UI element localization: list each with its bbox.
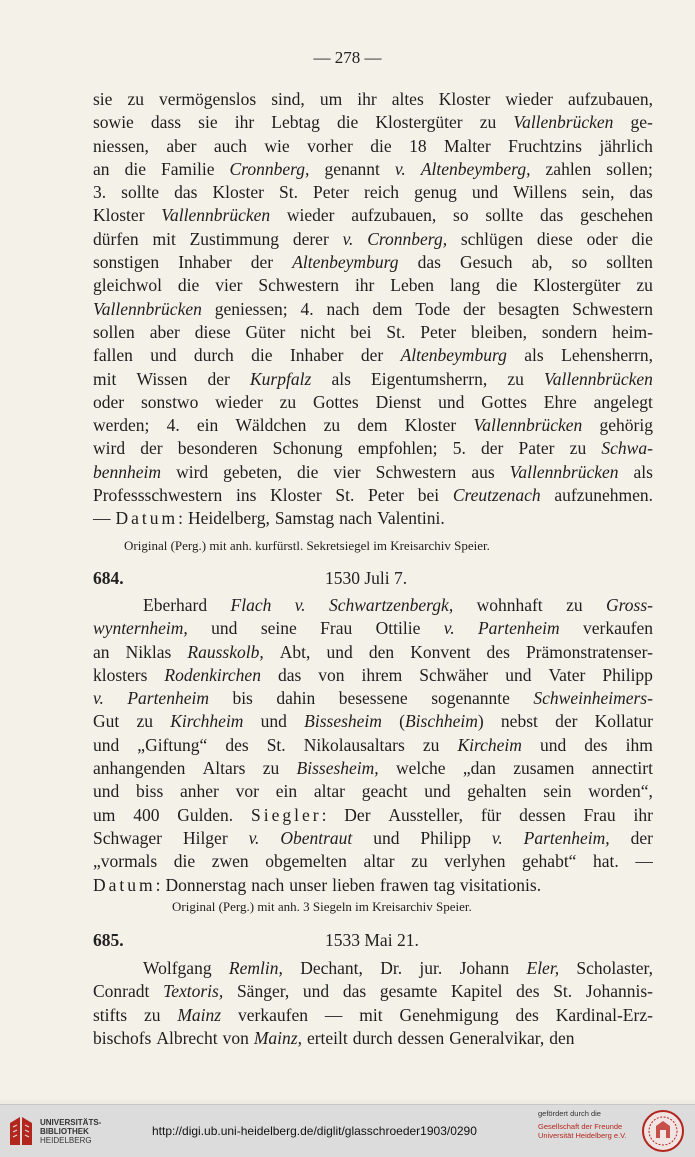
text-line: v. Partenheim bis dahin besessene sogenannte Schweinheimers- [93, 688, 653, 709]
source-note-684: Original (Perg.) mit anh. 3 Siegeln im Kreisarchiv Speier. [172, 899, 472, 914]
text-line: und „Giftung“ des St. Nikolausaltars zu Kircheim und des ihm [93, 734, 653, 755]
text-line: wird der besonderen Schonung empfohlen; 5. der Pater zu Schwa- [93, 438, 653, 459]
footer-bar [0, 1104, 695, 1157]
text-line: sonstigen Inhaber der Altenbeymburg das Gesuch ab, so sollten [93, 252, 653, 273]
society-name: Gesellschaft der Freunde Universität Heidelberg e.V. [538, 1122, 627, 1140]
text-line: Eberhard Flach v. Schwartzenbergk, wohnhaft zu Gross- [143, 595, 653, 615]
university-library-logo-icon [8, 1115, 34, 1147]
text-line: um 400 Gulden. Siegler: Der Aussteller, für dessen Frau ihr [93, 804, 653, 825]
text-line: gleichwol die vier Schwestern ihr Leben lang die Klostergüter zu [93, 275, 653, 296]
text-line: sollen aber diese Güter nicht bei St. Peter bleiben, sondern heim- [93, 321, 653, 342]
text-line: Schwager Hilger v. Obentraut und Philipp v. Partenheim, der [93, 827, 653, 848]
society-seal-icon [641, 1108, 685, 1154]
text-line: werden; 4. ein Wäldchen zu dem Kloster Vallennbrücken gehörig [93, 415, 653, 436]
document-number: 684. [93, 568, 124, 588]
text-line: oder sonstwo wieder zu Gottes Dienst und Gottes Ehre angelegt [93, 391, 653, 412]
document-685-text [93, 957, 653, 1050]
text-line: „vormals die zwen obgemelten altar zu verlyhen gehabt“ hat. — [93, 851, 653, 872]
text-line: an Niklas Rausskolb, Abt, und den Konvent des Prämonstratenser- [93, 641, 653, 662]
text-line: Gut zu Kirchheim und Bissesheim (Bischheim) nebst der Kollatur [93, 711, 653, 732]
text-line: niessen, aber auch wie vorher die 18 Malter Fruchtzins jährlich [93, 135, 653, 156]
text-line: an die Familie Cronnberg, genannt v. Altenbeymberg, zahlen sollen; [93, 158, 653, 179]
permalink-url[interactable]: http://digi.ub.uni-heidelberg.de/diglit/glasschroeder1903/0290 [152, 1124, 477, 1138]
text-line: Datum: Donnerstag nach unser lieben frawen tag visitationis. [93, 874, 542, 895]
text-line: 3. sollte das Kloster St. Peter reich genug und Willens sein, das [93, 182, 653, 203]
document-date: 1533 Mai 21. [325, 930, 419, 950]
text-line: mit Wissen der Kurpfalz als Eigentumsherrn, zu Vallennbrücken [93, 368, 653, 389]
text-line: Conradt Textoris, Sänger, und das gesamte Kapitel des St. Johannis- [93, 981, 653, 1002]
text-line: Wolfgang Remlin, Dechant, Dr. jur. Johann Eler, Scholaster, [143, 958, 653, 978]
text-line: Professschwestern ins Kloster St. Peter bei Creutzenach aufzunehmen. [93, 485, 653, 506]
text-line: sie zu vermögenslos sind, um ihr altes Kloster wieder aufzubauen, [93, 89, 653, 109]
text-line: — Datum: Heidelberg, Samstag nach Valentini. [93, 508, 445, 529]
document-date: 1530 Juli 7. [325, 568, 408, 588]
page-number: — 278 — [313, 48, 382, 67]
source-note-683: Original (Perg.) mit anh. kurfürstl. Sekretsiegel im Kreisarchiv Speier. [124, 538, 490, 553]
text-line: anhangenden Altars zu Bissesheim, welche „dan zusamen annectirt [93, 758, 653, 779]
text-line: bennheim wird gebeten, die vier Schwestern aus Vallennbrücken als [93, 461, 653, 482]
text-line: und biss anher vor ein altar geacht und gehalten sein worden“, [93, 781, 653, 802]
text-line: stifts zu Mainz verkaufen — mit Genehmigung des Kardinal-Erz- [93, 1004, 653, 1025]
text-line: sowie dass sie ihr Lebtag die Klostergüter zu Vallenbrücken ge- [93, 112, 653, 133]
text-line: wynternheim, und seine Frau Ottilie v. Partenheim verkaufen [93, 618, 653, 639]
funded-by-label: gefördert durch die [538, 1109, 601, 1118]
text-line: Kloster Vallennbrücken wieder aufzubauen, so sollte das geschehen [93, 205, 653, 226]
text-line: klosters Rodenkirchen das von ihrem Schwäher und Vater Philipp [93, 664, 653, 685]
text-line: dürfen mit Zustimmung derer v. Cronnberg, schlügen diese oder die [93, 228, 653, 249]
document-684-text [93, 594, 653, 897]
university-library-name: UNIVERSITÄTS- BIBLIOTHEK HEIDELBERG [40, 1118, 102, 1145]
text-line: Vallennbrücken geniessen; 4. nach dem Tode der besagten Schwestern [93, 298, 653, 319]
text-line: fallen und durch die Inhaber der Altenbeymburg als Lehensherrn, [93, 345, 653, 366]
document-number: 685. [93, 930, 124, 950]
text-line: bischofs Albrecht von Mainz, erteilt durch dessen Generalvikar, den [93, 1027, 575, 1048]
top-paragraph [93, 88, 653, 531]
